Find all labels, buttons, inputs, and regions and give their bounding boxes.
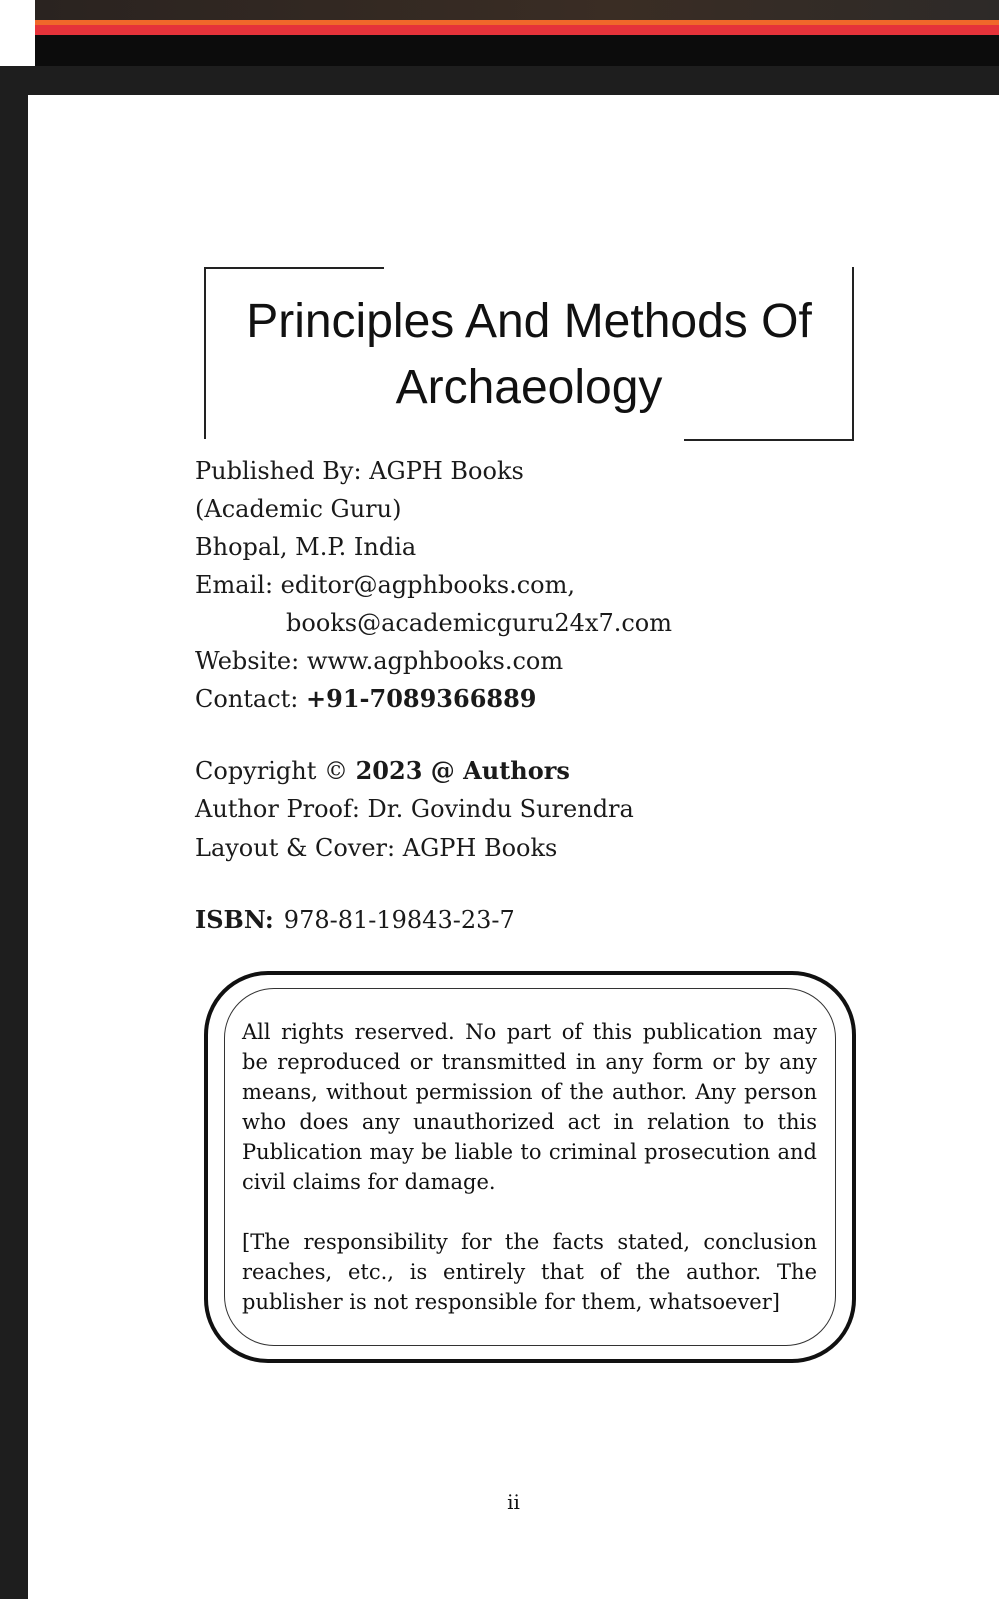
copyright	[195, 751, 634, 790]
document-page	[28, 95, 999, 1599]
publisher-location: Bhopal, M.P. India	[195, 533, 417, 561]
top-bar-corner	[0, 0, 35, 66]
layout-cover: Layout & Cover: AGPH Books	[195, 834, 558, 862]
contact	[195, 680, 672, 718]
isbn-value: 978-81-19843-23-7	[283, 906, 515, 934]
book-title	[204, 289, 854, 421]
contact-number: +91-7089366889	[306, 684, 537, 713]
rights-reserved-text: All rights reserved. No part of this publication may be reproduced or transmitted in any form or by any means, without permission of the author. Any person who does any unauthorized act in relation to this Publication may be liable to criminal prosecution and civil claims for damage.	[242, 1020, 817, 1194]
top-bar-toolbar	[35, 35, 999, 66]
book-title-line2: Archaeology	[395, 361, 663, 414]
website: Website: www.agphbooks.com	[195, 647, 564, 675]
top-bar-accent-red	[35, 25, 999, 35]
publisher-info	[195, 452, 672, 718]
copyright-value: 2023 @ Authors	[355, 756, 570, 785]
copyright-label: Copyright ©	[195, 757, 356, 785]
isbn	[195, 901, 515, 939]
title-frame-bottom-line	[684, 439, 854, 441]
published-by: Published By: AGPH Books	[195, 457, 524, 485]
isbn-label: ISBN:	[195, 905, 274, 934]
viewer-top-bar	[0, 0, 999, 66]
rights-notice-text	[242, 1017, 817, 1317]
imprint: (Academic Guru)	[195, 495, 402, 523]
viewer-left-margin	[0, 66, 28, 1599]
copyright-info	[195, 751, 634, 868]
book-title-line1: Principles And Methods Of	[246, 295, 812, 348]
author-proof: Author Proof: Dr. Govindu Surendra	[195, 795, 634, 823]
contact-label: Contact:	[195, 685, 307, 713]
top-bar-strip	[35, 0, 999, 20]
responsibility-text: [The responsibility for the facts stated, conclusion reaches, etc., is entirely that of the author. The publisher is not responsible for them, whatsoever]	[242, 1230, 817, 1314]
page-number: ii	[507, 1490, 520, 1514]
email-line-2: books@academicguru24x7.com	[286, 609, 672, 637]
email-line-1: Email: editor@agphbooks.com,	[195, 571, 575, 599]
viewer-top-margin	[0, 66, 999, 95]
title-frame-top-line	[204, 267, 384, 269]
title-frame	[204, 267, 854, 439]
